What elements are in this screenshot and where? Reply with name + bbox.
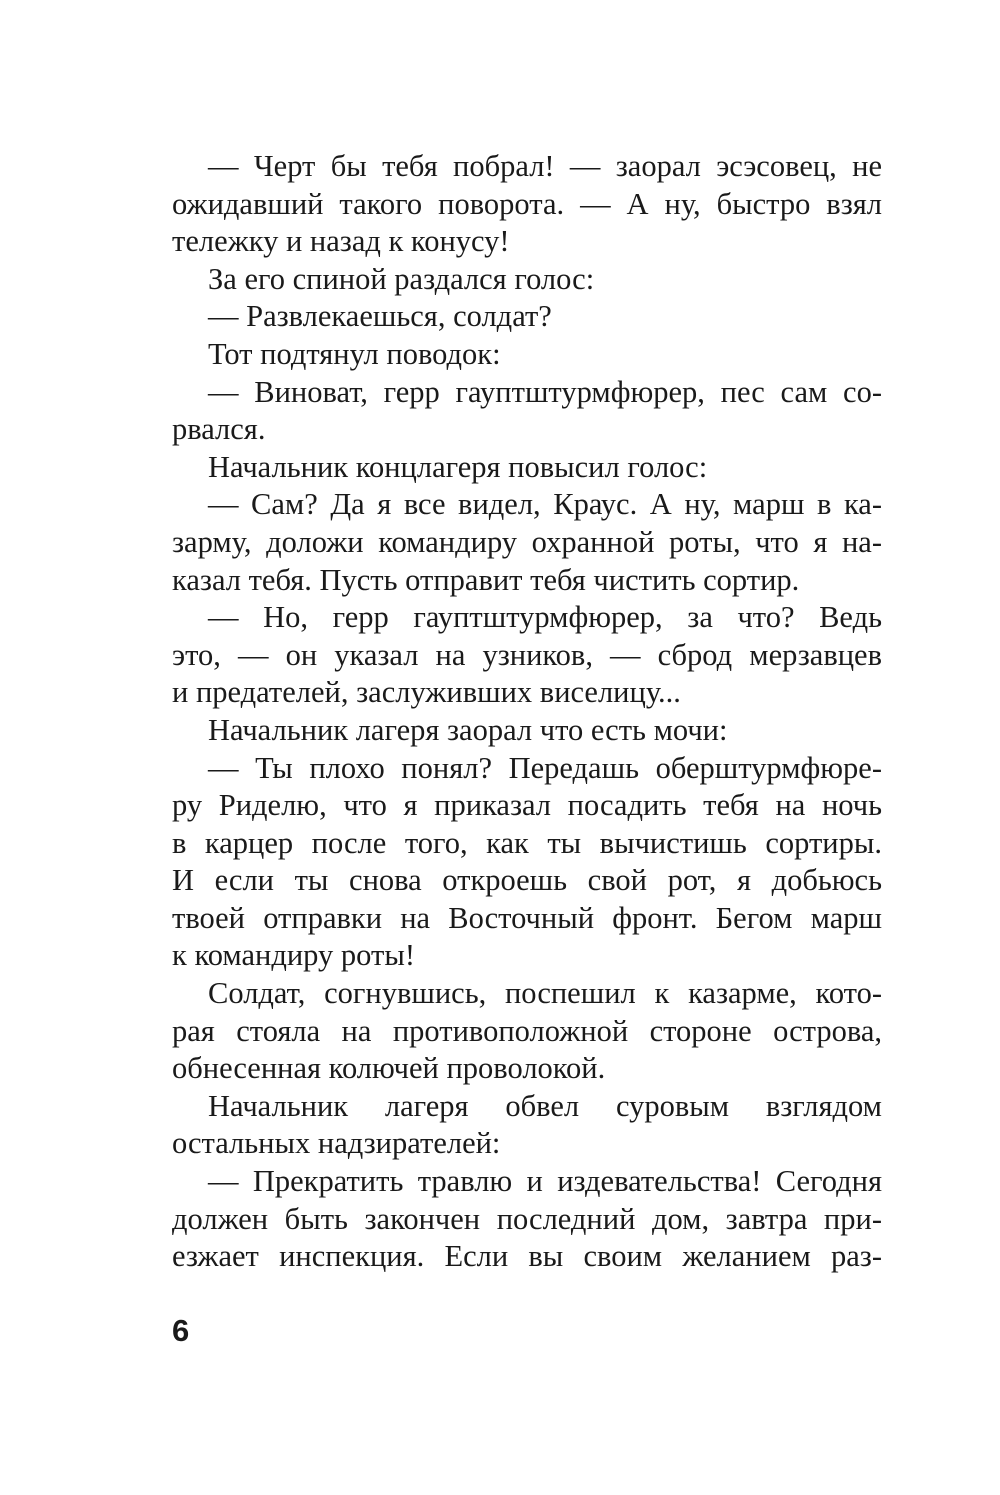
text-line: рвался. xyxy=(172,412,266,447)
text-line: в карцер после того, как ты вычистишь сортиры. xyxy=(172,825,882,860)
text-line: Начальник лагеря заорал что есть мочи: xyxy=(208,712,728,747)
text-line: Начальник концлагеря повысил голос: xyxy=(208,449,708,484)
text-line: — Сам? Да я все видел, Краус. А ну, марш в ка- xyxy=(208,487,882,522)
text-line: — Но, герр гауптштурмфюрер, за что? Ведь xyxy=(208,600,882,635)
text-line: ру Риделю, что я приказал посадить тебя на ночь xyxy=(172,788,882,823)
text-line: рая стояла на противоположной стороне острова, xyxy=(172,1013,882,1048)
text-line: ожидавший такого поворота. — А ну, быстро взял xyxy=(172,186,882,221)
text-line: и предателей, заслуживших виселицу... xyxy=(172,675,681,710)
text-line: Начальник лагеря обвел суровым взглядом xyxy=(208,1088,882,1123)
text-line: — Ты плохо понял? Передашь оберштурмфюре- xyxy=(208,750,882,785)
text-line: — Прекратить травлю и издевательства! Сегодня xyxy=(208,1164,882,1199)
text-line: твоей отправки на Восточный фронт. Бегом марш xyxy=(172,900,882,935)
text-line: к командиру роты! xyxy=(172,938,415,973)
text-line: остальных надзирателей: xyxy=(172,1126,501,1161)
page-number: 6 xyxy=(172,1313,190,1348)
text-line: это, — он указал на узников, — сброд мерзавцев xyxy=(172,637,882,672)
text-line: Тот подтянул поводок: xyxy=(208,336,501,371)
text-line: должен быть закончен последний дом, завтра при- xyxy=(172,1201,882,1236)
text-line: За его спиной раздался голос: xyxy=(208,261,595,296)
text-line: — Черт бы тебя побрал! — заорал эсэсовец, не xyxy=(208,149,882,183)
text-line: — Виноват, герр гауптштурмфюрер, пес сам со- xyxy=(208,374,882,409)
text-line: — Развлекаешься, солдат? xyxy=(208,299,552,334)
text-line: обнесенная колючей проволокой. xyxy=(172,1051,606,1086)
text-line: тележку и назад к конусу! xyxy=(172,224,510,259)
text-line: казал тебя. Пусть отправит тебя чистить сортир. xyxy=(172,562,800,597)
body-text xyxy=(172,148,882,1276)
text-line: зарму, доложи командиру охранной роты, что я на- xyxy=(172,524,882,559)
text-line: езжает инспекция. Если вы своим желанием раз- xyxy=(172,1239,882,1274)
text-line: Солдат, согнувшись, поспешил к казарме, кото- xyxy=(208,976,882,1011)
text-line: И если ты снова откроешь свой рот, я добьюсь xyxy=(172,863,882,898)
